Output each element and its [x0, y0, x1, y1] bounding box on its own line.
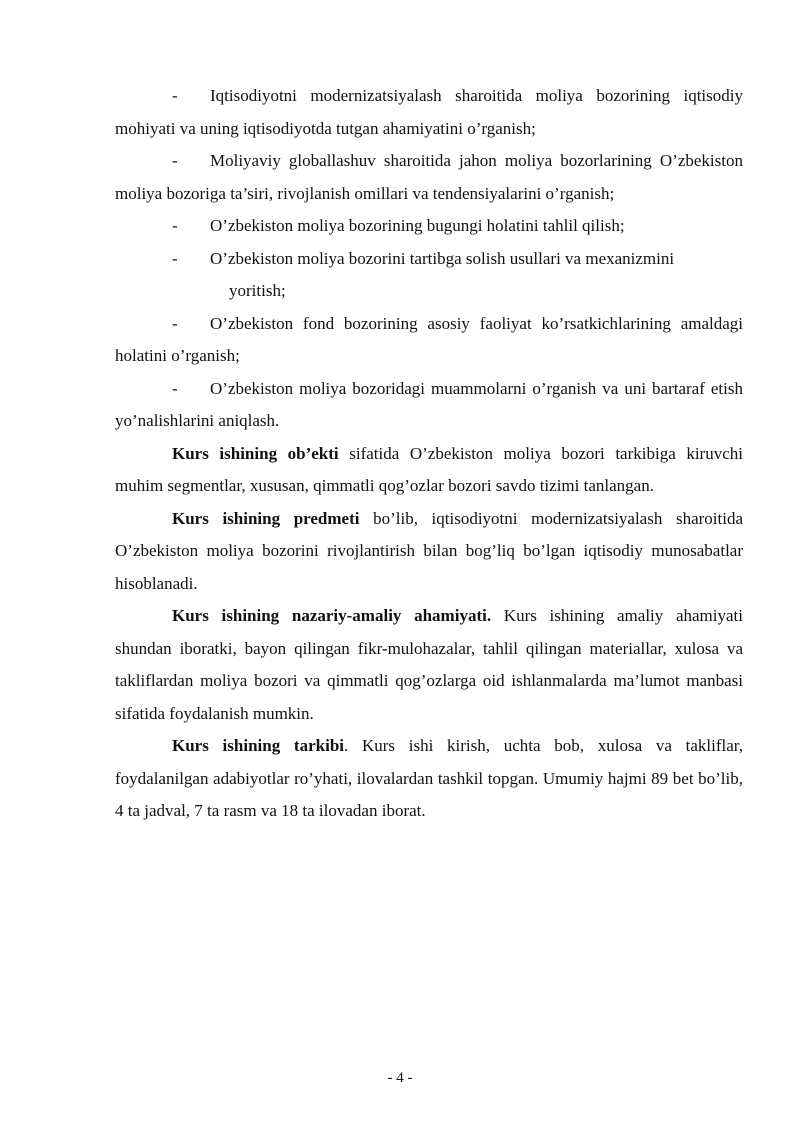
list-dash: -	[172, 313, 178, 333]
list-dash: -	[172, 151, 178, 170]
list-item-continuation: yoritish;	[229, 281, 286, 300]
list-item	[115, 210, 743, 243]
paragraph-subject	[115, 503, 743, 601]
list-item	[115, 145, 743, 210]
paragraph-text: Kurs ishining amaliy ahamiyati shundan iboratki, bayon qilingan fikr-mulohazalar, tahlil qilingan materiallar, xulosa va takliflardan moliya bozori va qimmatli qog’ozlarga oid ishlanmalarda ma’lumot manbasi sifatida foydalanish mumkin.	[115, 606, 743, 723]
page-number: - 4 -	[387, 1070, 413, 1086]
list-item	[115, 80, 743, 145]
list-item	[115, 243, 743, 308]
paragraph-text: bo’lib, iqtisodiyotni modernizatsiyalash sharoitida O’zbekiston moliya bozorini rivojlantirish bilan bog’liq bo’lgan iqtisodiy munosabatlar hisoblanadi.	[115, 508, 743, 593]
list-item	[115, 373, 743, 438]
paragraph-heading: Kurs ishining nazariy-amaliy ahamiyati.	[172, 606, 492, 625]
paragraph-object	[115, 438, 743, 503]
list-dash: -	[172, 378, 178, 398]
list-item-text: Iqtisodiyotni modernizatsiyalash sharoitida moliya bozorining iqtisodiy mohiyati va uning iqtisodiyotda tutgan ahamiyatini o’rganish;	[115, 86, 743, 138]
paragraph-structure	[115, 730, 743, 828]
list-item-text: O’zbekiston fond bozorining asosiy faoliyat ko’rsatkichlarining amaldagi holatini o’rganish;	[115, 313, 743, 365]
list-dash: -	[172, 86, 178, 105]
list-item-text: O’zbekiston moliya bozorini tartibga solish usullari va mexanizmini	[210, 248, 675, 268]
list-item-text: O’zbekiston moliya bozoridagi muammolarni o’rganish va uni bartaraf etish yo’nalishlarini aniqlash.	[115, 378, 743, 430]
list-dash: -	[172, 216, 178, 235]
list-item-text: O’zbekiston moliya bozorining bugungi holatini tahlil qilish;	[210, 216, 625, 235]
paragraph-text: . Kurs ishi kirish, uchta bob, xulosa va takliflar, foydalanilgan adabiyotlar ro’yhati, ilovalardan tashkil topgan. Umumiy hajmi 89 bet bo’lib, 4 ta jadval, 7 ta rasm va 18 ta ilovadan iborat.	[115, 736, 743, 820]
paragraph-heading: Kurs ishining ob’ekti	[172, 443, 339, 463]
paragraph-significance	[115, 600, 743, 730]
list-dash: -	[172, 248, 178, 268]
paragraph-heading: Kurs ishining tarkibi	[172, 736, 344, 755]
paragraph-text: sifatida O’zbekiston moliya bozori tarkibiga kiruvchi muhim segmentlar, xususan, qimmatli qog’ozlar bozori savdo tizimi tanlangan.	[115, 443, 743, 495]
document-page	[115, 80, 743, 828]
list-item	[115, 308, 743, 373]
list-item-text: Moliyaviy globallashuv sharoitida jahon moliya bozorlarining O’zbekiston moliya bozoriga ta’siri, rivojlanish omillari va tendensiyalarini o’rganish;	[115, 151, 743, 203]
paragraph-heading: Kurs ishining predmeti	[172, 508, 360, 528]
